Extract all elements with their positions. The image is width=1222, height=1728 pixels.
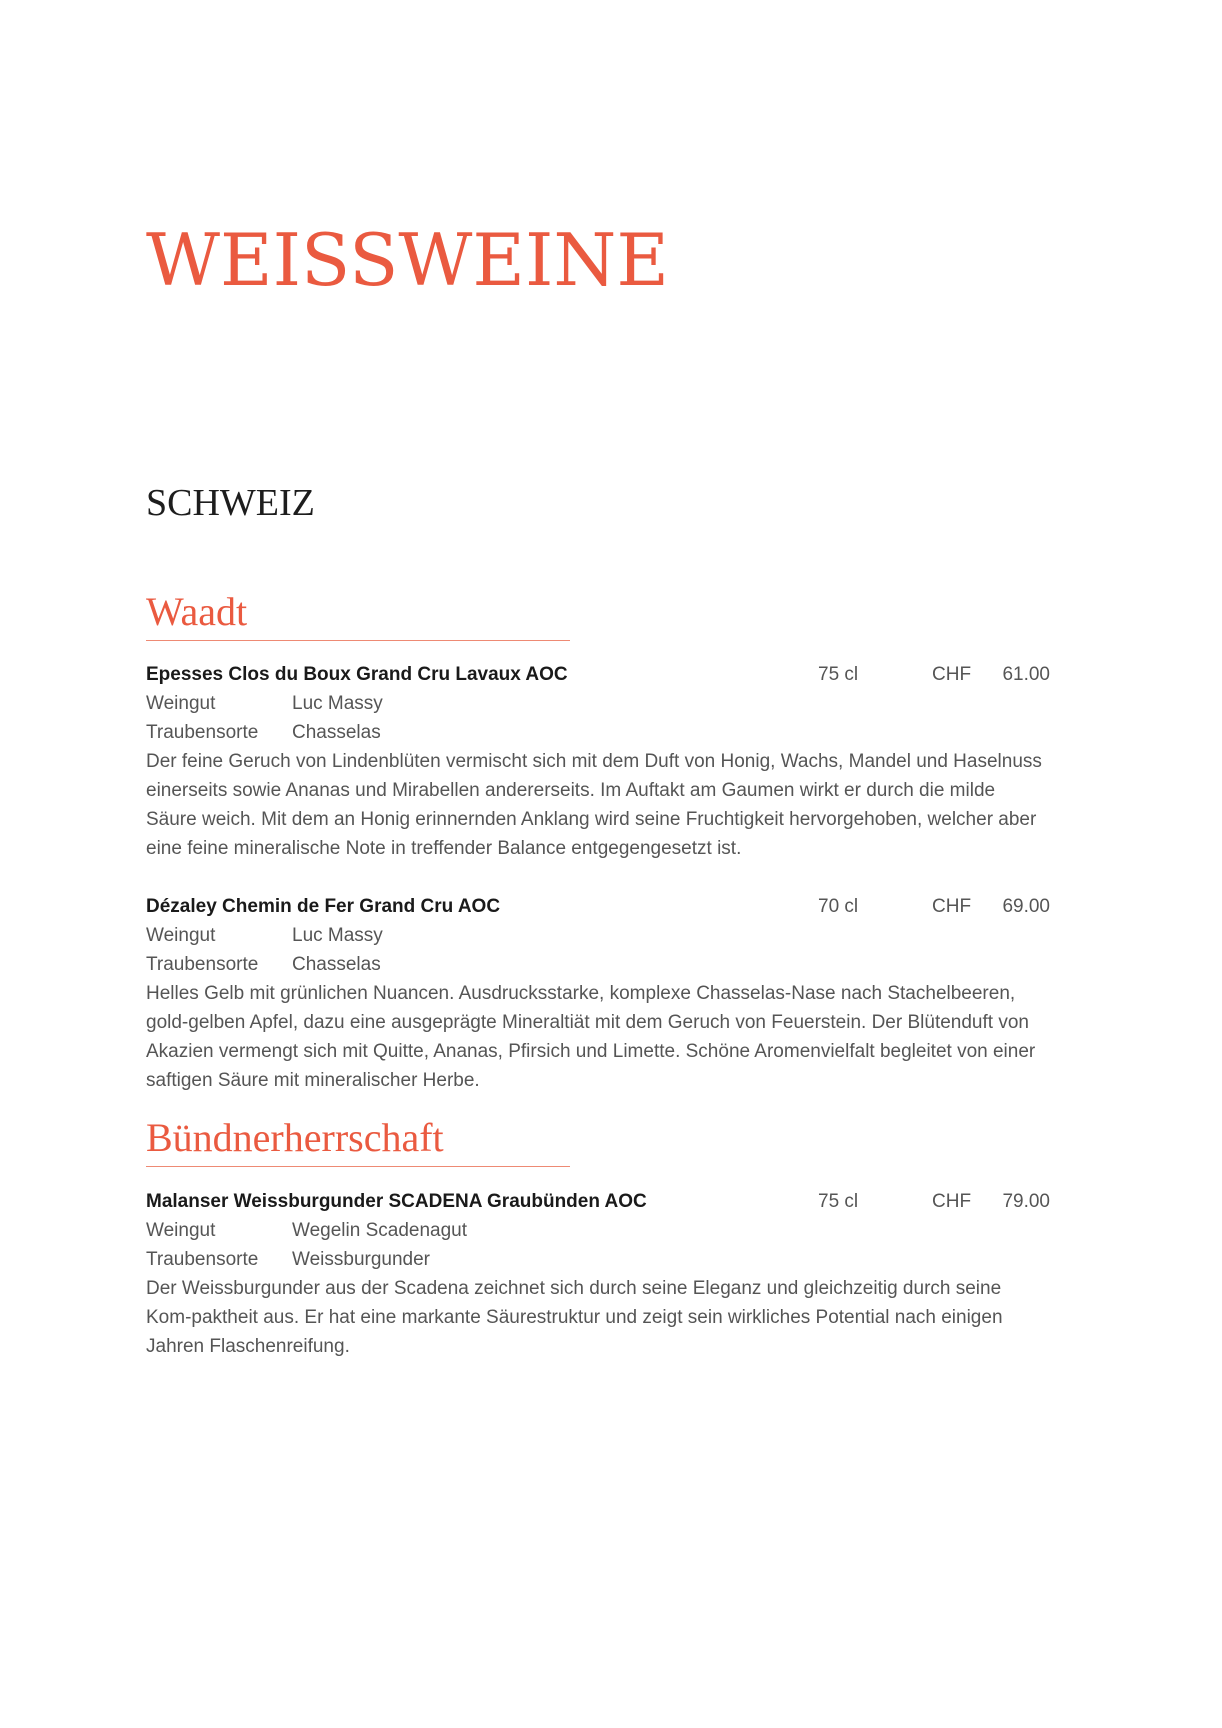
wine-description: Der feine Geruch von Lindenblüten vermischt sich mit dem Duft von Honig, Wachs, Mandel und Haselnuss einerseits sowie Ananas und Mirabellen andererseits. Im Auftakt am Gaumen wirkt er durch die milde Säure weich. Mit dem an Honig erinnernden Anklang wird seine Fruchtigkeit hervorgehoben, welcher aber eine feine mineralische Note in treffender Balance entgegengesetzt ist. bbox=[146, 751, 1042, 859]
wine-name: Dézaley Chemin de Fer Grand Cru AOC bbox=[146, 896, 501, 917]
region-heading-waadt: Waadt bbox=[146, 589, 248, 634]
wine-description: Helles Gelb mit grünlichen Nuancen. Ausdrucksstarke, komplexe Chasselas-Nase nach Stachelbeeren, gold-gelben Apfel, dazu eine ausgeprägte Mineraltiät mit dem Geruch von Feuerstein. Der Blütenduft von Akazien vermengt sich mit Quitte, Ananas, Pfirsich und Limette. Schöne Aromenvielfalt begleitet von einer saftigen Säure mit mineralischer Herbe. bbox=[146, 983, 1036, 1091]
wine-header-row bbox=[146, 1187, 1050, 1216]
winery-label: Weingut bbox=[146, 693, 216, 714]
grape-value: Chasselas bbox=[292, 954, 381, 975]
winery-value: Wegelin Scadenagut bbox=[292, 1220, 467, 1241]
wine-volume: 75 cl bbox=[818, 664, 859, 685]
winery-row bbox=[146, 921, 1050, 950]
winery-label: Weingut bbox=[146, 1220, 216, 1241]
wine-entry bbox=[146, 1187, 1050, 1361]
winery-row bbox=[146, 1216, 1050, 1245]
wine-header-row bbox=[146, 660, 1050, 689]
wine-header-row bbox=[146, 892, 1050, 921]
grape-label: Traubensorte bbox=[146, 1249, 259, 1270]
grape-row bbox=[146, 950, 1050, 979]
wine-currency: CHF bbox=[932, 896, 972, 917]
wine-name: Malanser Weissburgunder SCADENA Graubünden AOC bbox=[146, 1191, 647, 1212]
grape-value: Chasselas bbox=[292, 722, 381, 743]
wine-price: 69.00 bbox=[1002, 896, 1050, 917]
wine-price: 61.00 bbox=[1002, 664, 1050, 685]
page-title: WEISSWEINE bbox=[146, 218, 669, 302]
wine-price: 79.00 bbox=[1002, 1191, 1050, 1212]
region-divider bbox=[146, 1166, 570, 1167]
winery-label: Weingut bbox=[146, 925, 216, 946]
winery-row bbox=[146, 689, 1050, 718]
wine-name: Epesses Clos du Boux Grand Cru Lavaux AOC bbox=[146, 664, 568, 685]
grape-label: Traubensorte bbox=[146, 954, 259, 975]
wine-currency: CHF bbox=[932, 664, 972, 685]
winery-value: Luc Massy bbox=[292, 925, 383, 946]
wine-volume: 75 cl bbox=[818, 1191, 859, 1212]
country-heading: SCHWEIZ bbox=[146, 482, 315, 524]
region-heading-buendnerherrschaft: Bündnerherrschaft bbox=[146, 1115, 444, 1160]
grape-row bbox=[146, 718, 1050, 747]
grape-label: Traubensorte bbox=[146, 722, 259, 743]
grape-row bbox=[146, 1245, 1050, 1274]
wine-entry bbox=[146, 660, 1050, 863]
wine-currency: CHF bbox=[932, 1191, 972, 1212]
winery-value: Luc Massy bbox=[292, 693, 383, 714]
grape-value: Weissburgunder bbox=[292, 1249, 431, 1270]
wine-description: Der Weissburgunder aus der Scadena zeichnet sich durch seine Eleganz und gleichzeitig durch seine Kom-paktheit aus. Er hat eine markante Säurestruktur und zeigt sein wirkliches Potential nach einigen Jahren Flaschenreifung. bbox=[146, 1278, 1003, 1357]
wine-volume: 70 cl bbox=[818, 896, 859, 917]
region-divider bbox=[146, 640, 570, 641]
wine-entry bbox=[146, 892, 1050, 1095]
